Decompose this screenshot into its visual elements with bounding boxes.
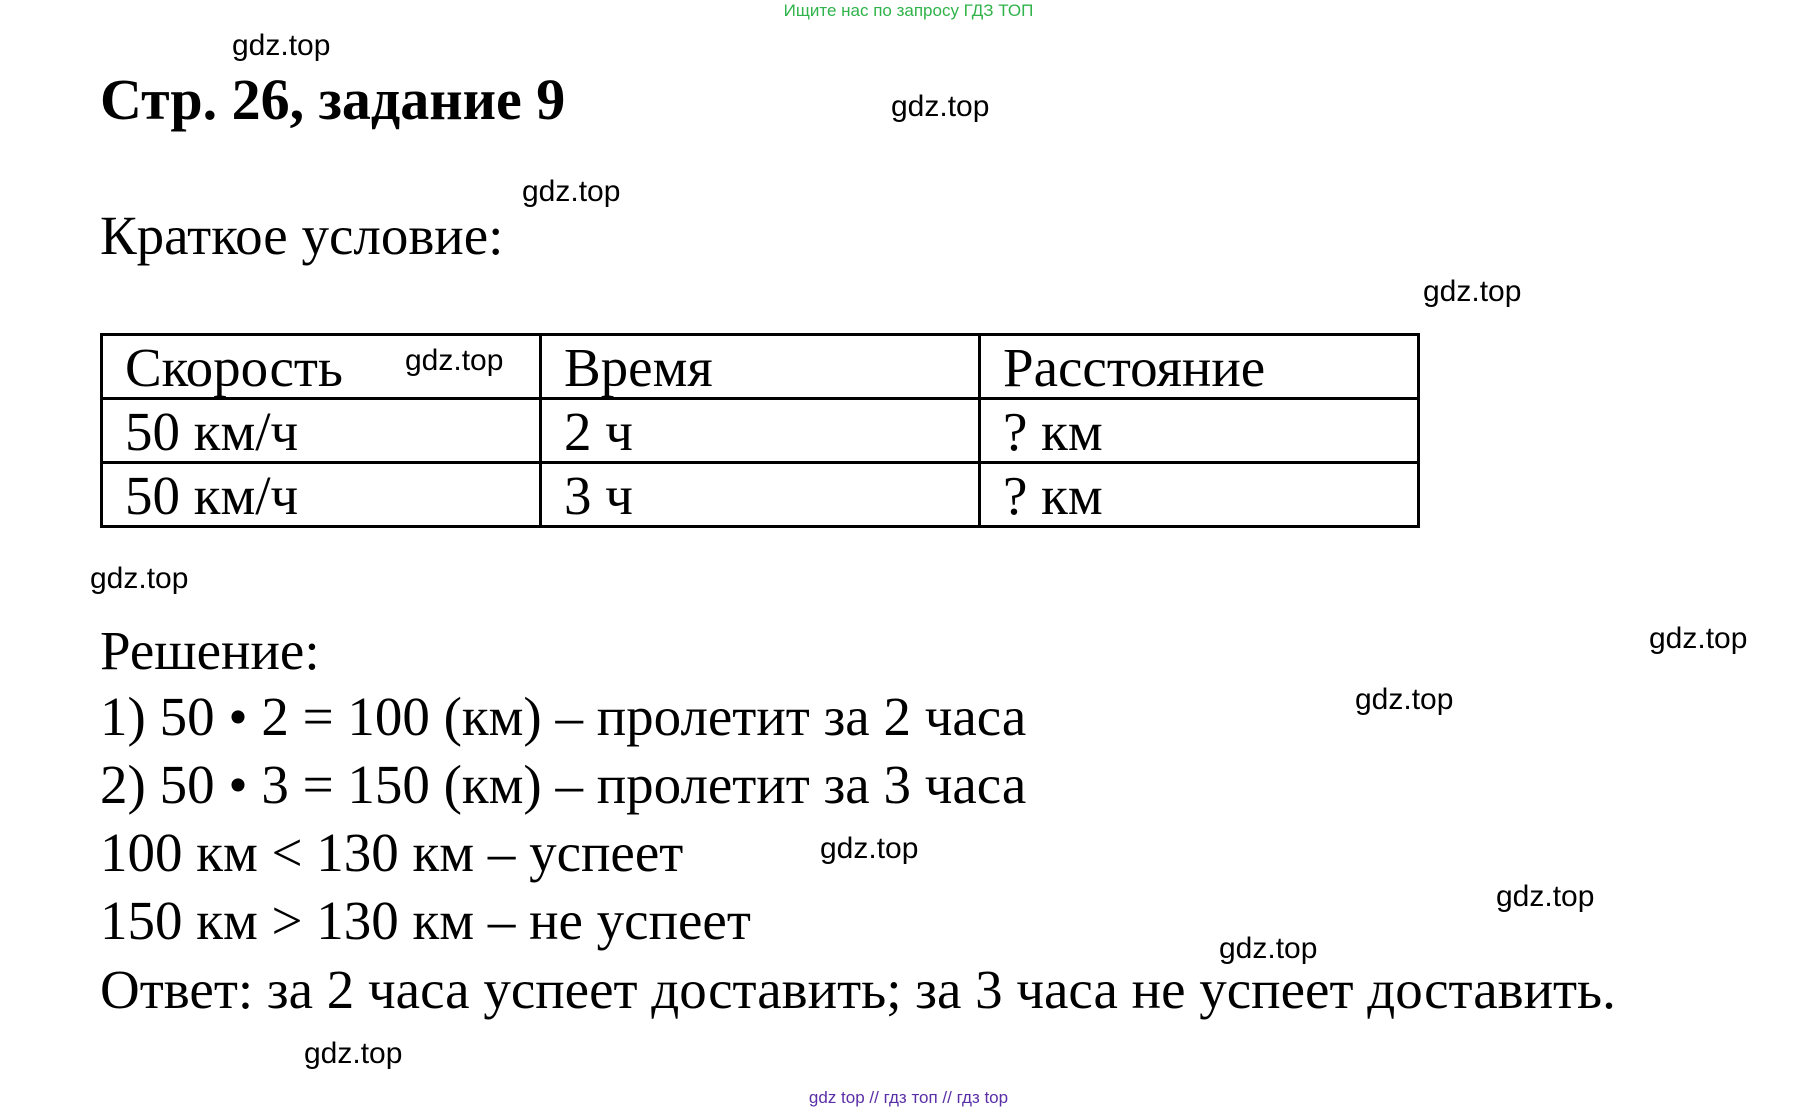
table-cell: ? км xyxy=(980,399,1419,463)
table-cell: 2 ч xyxy=(541,399,980,463)
solution-line: 100 км < 130 км – успеет xyxy=(100,822,684,883)
watermark-text: gdz.top xyxy=(891,90,990,123)
watermark-text: gdz.top xyxy=(1649,622,1748,655)
watermark-text: gdz.top xyxy=(522,175,621,208)
watermark-text: gdz.top xyxy=(232,29,331,62)
solution-line: 1) 50 • 2 = 100 (км) – пролетит за 2 часа xyxy=(100,686,1027,747)
table-header-cell: Скорость xyxy=(102,335,541,399)
solution-line: 150 км > 130 км – не успеет xyxy=(100,890,751,951)
watermark-text: gdz.top xyxy=(405,344,504,377)
table-row xyxy=(102,399,1419,463)
watermark-text: gdz.top xyxy=(1219,932,1318,965)
solution-label: Решение: xyxy=(100,620,320,681)
table-cell: ? км xyxy=(980,463,1419,527)
table-cell: 50 км/ч xyxy=(102,463,541,527)
table-header-cell: Расстояние xyxy=(980,335,1419,399)
watermark-text: gdz.top xyxy=(1355,683,1454,716)
watermark-text: gdz.top xyxy=(304,1037,403,1070)
watermark-text: gdz.top xyxy=(1423,275,1522,308)
watermark-text: gdz.top xyxy=(90,562,189,595)
table-header-row xyxy=(102,335,1419,399)
table-row xyxy=(102,463,1419,527)
footer-links: gdz top // гдз топ // гдз top xyxy=(808,1088,1009,1107)
condition-label: Краткое условие: xyxy=(100,205,504,266)
table-cell: 50 км/ч xyxy=(102,399,541,463)
page-title: Стр. 26, задание 9 xyxy=(100,67,566,132)
watermark-text: gdz.top xyxy=(1496,880,1595,913)
answer-line: Ответ: за 2 часа успеет доставить; за 3 часа не успеет доставить. xyxy=(100,959,1616,1020)
table-header-cell: Время xyxy=(541,335,980,399)
top-banner: Ищите нас по запросу ГДЗ ТОП xyxy=(783,1,1034,20)
solution-line: 2) 50 • 3 = 150 (км) – пролетит за 3 часа xyxy=(100,754,1027,815)
table-cell: 3 ч xyxy=(541,463,980,527)
watermark-text: gdz.top xyxy=(820,832,919,865)
condition-table xyxy=(100,333,1420,528)
